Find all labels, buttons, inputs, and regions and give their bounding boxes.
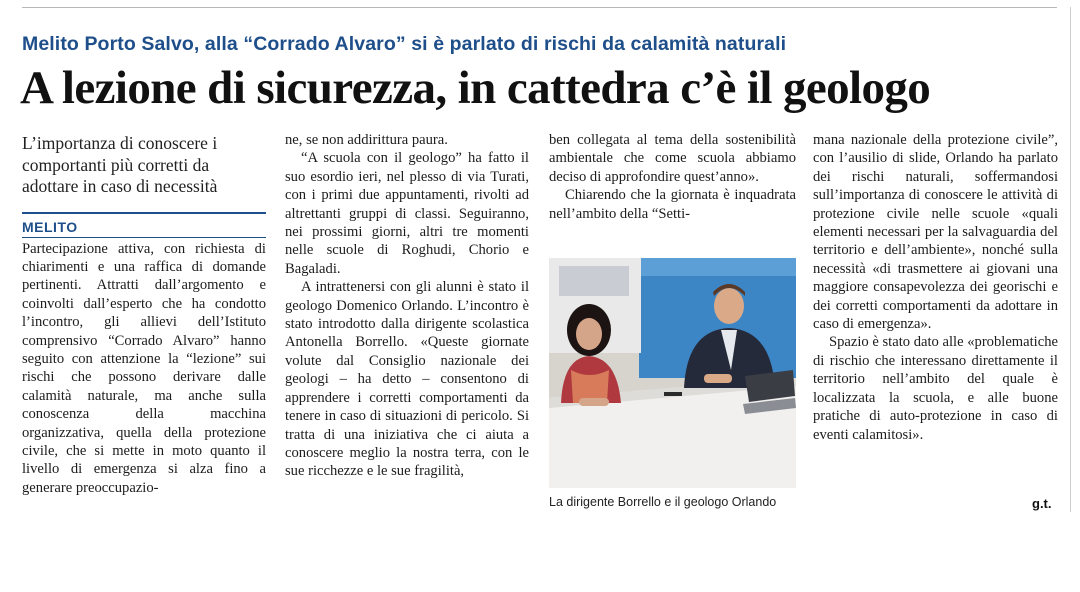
headline: A lezione di sicurezza, in cattedra c’è il geologo (20, 62, 931, 114)
page-edge-rule (1070, 7, 1071, 512)
paragraph: ne, se non addirittura paura. (285, 132, 448, 148)
kicker: Melito Porto Salvo, alla “Corrado Alvaro” si è parlato di rischi da calamità naturali (22, 33, 787, 55)
section-label: MELITO (22, 218, 78, 235)
column-4 (813, 131, 1058, 444)
paragraph: Spazio è stato dato alle «problematiche di rischio che interessano direttamente il territorio nell’ambito del quale è localizzata la scuola, e alle buone pratiche di auto-protezione in caso di eventi calamitosi». (813, 334, 1058, 443)
author-signature: g.t. (1032, 496, 1052, 511)
column-3 (549, 131, 796, 223)
article-photo (549, 258, 796, 488)
column-1 (22, 131, 266, 497)
paragraph: “A scuola con il geologo” ha fatto il suo esordio ieri, nel plesso di via Turati, con i primi due appuntamenti, rivolti ad altrettanti gruppi di classi. Seguiranno, nei prossimi giorni, altri tre momenti nelle scuole di Roghudi, Chorio e Bagaladi. (285, 150, 529, 277)
paragraph: mana nazionale della protezione civile”, con l’ausilio di slide, Orlando ha parlato dei rischi naturali, soffermandosi sull’importanza di conoscere le attività di protezione civile nelle scuole «quali elementi necessari per la salvaguardia del territorio e dell’ambiente», nonché sulla necessità «di trasmettere ai giovani una maggiore consapevolezza dei georischi e dei corretti comportamenti da adottare in caso di emergenza». (813, 132, 1058, 333)
paragraph: ben collegata al tema della sostenibilità ambientale che come scuola abbiamo deciso di approfondire quest’anno». (549, 132, 796, 185)
photo-caption: La dirigente Borrello e il geologo Orlando (549, 495, 777, 509)
paragraph: A intrattenersi con gli alunni è stato il geologo Domenico Orlando. L’incontro è stato introdotto dalla dirigente scolastica Antonella Borrello. «Queste giornate volute dal Consiglio nazionale dei geologi – ha detto – consentono di apprendere i corretti comportamenti da tenere in caso di situazioni di pericolo. Si tratta di una iniziativa che ci aiuta a conoscere meglio la nostra terra, con le sue ricchezze e le sue fragilità, (285, 279, 529, 480)
paragraph: Partecipazione attiva, con richiesta di chiarimenti e una raffica di domande pertinenti. Attratti dall’argomento e coinvolti dall’esperto che ha condotto l’incontro, gli allievi dell’Istituto comprensivo “Corrado Alvaro” hanno seguito con attenzione la “lezione” sui rischi che possono derivare dalle calamità naturale, ma anche sulla conoscenza della macchina organizzativa, quella della protezione civile, che si mette in moto quanto il livello di emergenza si alza fino a generare preoccupazio- (22, 240, 266, 496)
section-rule-bottom (22, 237, 266, 238)
column-2 (285, 131, 529, 481)
section-rule (22, 212, 266, 214)
summary: L’importanza di conoscere i comportanti più corretti da adottare in caso di necessità (22, 133, 218, 196)
top-rule (22, 7, 1057, 8)
paragraph: Chiarendo che la giornata è inquadrata nell’ambito della “Setti- (549, 187, 796, 222)
